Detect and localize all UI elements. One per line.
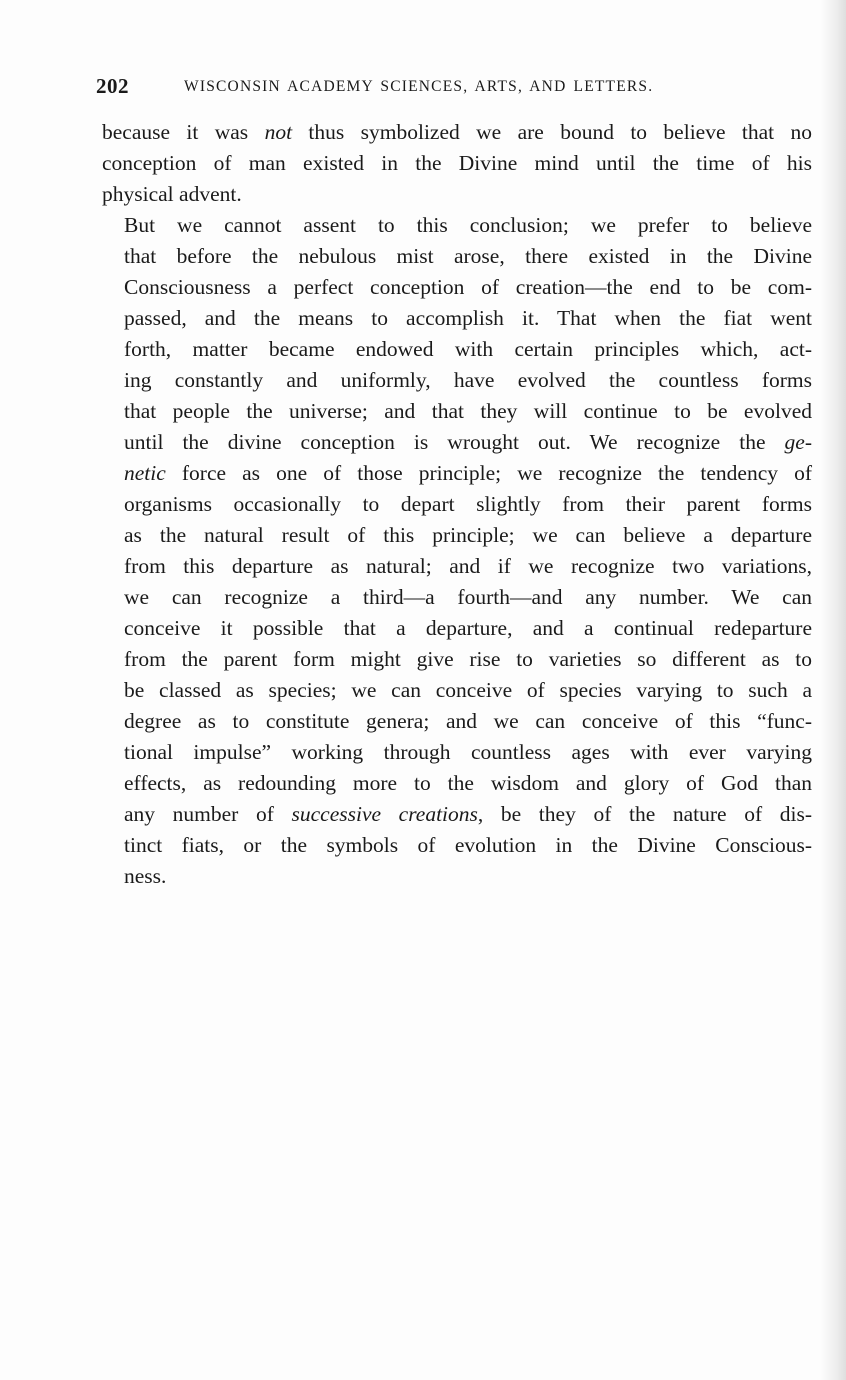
text-line: conceive it possible that a departure, and a continual redeparture [124,616,812,640]
text-line: that before the nebulous mist arose, there existed in the Divine [124,244,812,268]
text-line: netic force as one of those principle; we recognize the tendency of [124,461,812,485]
text-line: ing constantly and uniformly, have evolved the countless forms [124,368,812,392]
text-line: degree as to constitute genera; and we can conceive of this “func- [124,709,812,733]
paragraph [102,210,812,892]
page-number: 202 [96,74,129,98]
text-line: forth, matter became endowed with certain principles which, act- [124,337,812,361]
text-line: tional impulse” working through countless ages with ever varying [124,740,812,764]
text-line: conception of man existed in the Divine mind until the time of his [102,151,812,175]
running-head [96,74,736,104]
paragraph [102,117,812,210]
text-line: passed, and the means to accomplish it. That when the fiat went [124,306,812,330]
text-line: from the parent form might give rise to varieties so different as to [124,647,812,671]
text-line: as the natural result of this principle; we can believe a departure [124,523,812,547]
text-line: any number of successive creations, be they of the nature of dis- [124,802,812,826]
text-line: we can recognize a third—a fourth—and any number. We can [124,585,812,609]
text-line: But we cannot assent to this conclusion; we prefer to believe [124,213,812,237]
text-line: because it was not thus symbolized we are bound to believe that no [102,120,812,144]
text-line: ness. [124,864,167,888]
text-line: Consciousness a perfect conception of creation—the end to be com- [124,275,812,299]
italic-text: ge- [784,430,812,454]
text-line: that people the universe; and that they will continue to be evolved [124,399,812,423]
text-line: be classed as species; we can conceive of species varying to such a [124,678,812,702]
page-gutter-shadow [820,0,846,1380]
body-text [102,117,812,892]
italic-text: successive creations [291,802,478,826]
running-title: WISCONSIN ACADEMY SCIENCES, ARTS, AND LETTERS. [184,78,654,95]
text-line: until the divine conception is wrought out. We recognize the ge- [124,430,812,454]
text-line: physical advent. [102,182,242,206]
text-line: effects, as redounding more to the wisdom and glory of God than [124,771,812,795]
text-line: from this departure as natural; and if we recognize two variations, [124,554,812,578]
text-line: organisms occasionally to depart slightly from their parent forms [124,492,812,516]
italic-text: not [264,120,293,144]
italic-text: netic [124,461,166,485]
text-line: tinct fiats, or the symbols of evolution in the Divine Conscious- [124,833,812,857]
